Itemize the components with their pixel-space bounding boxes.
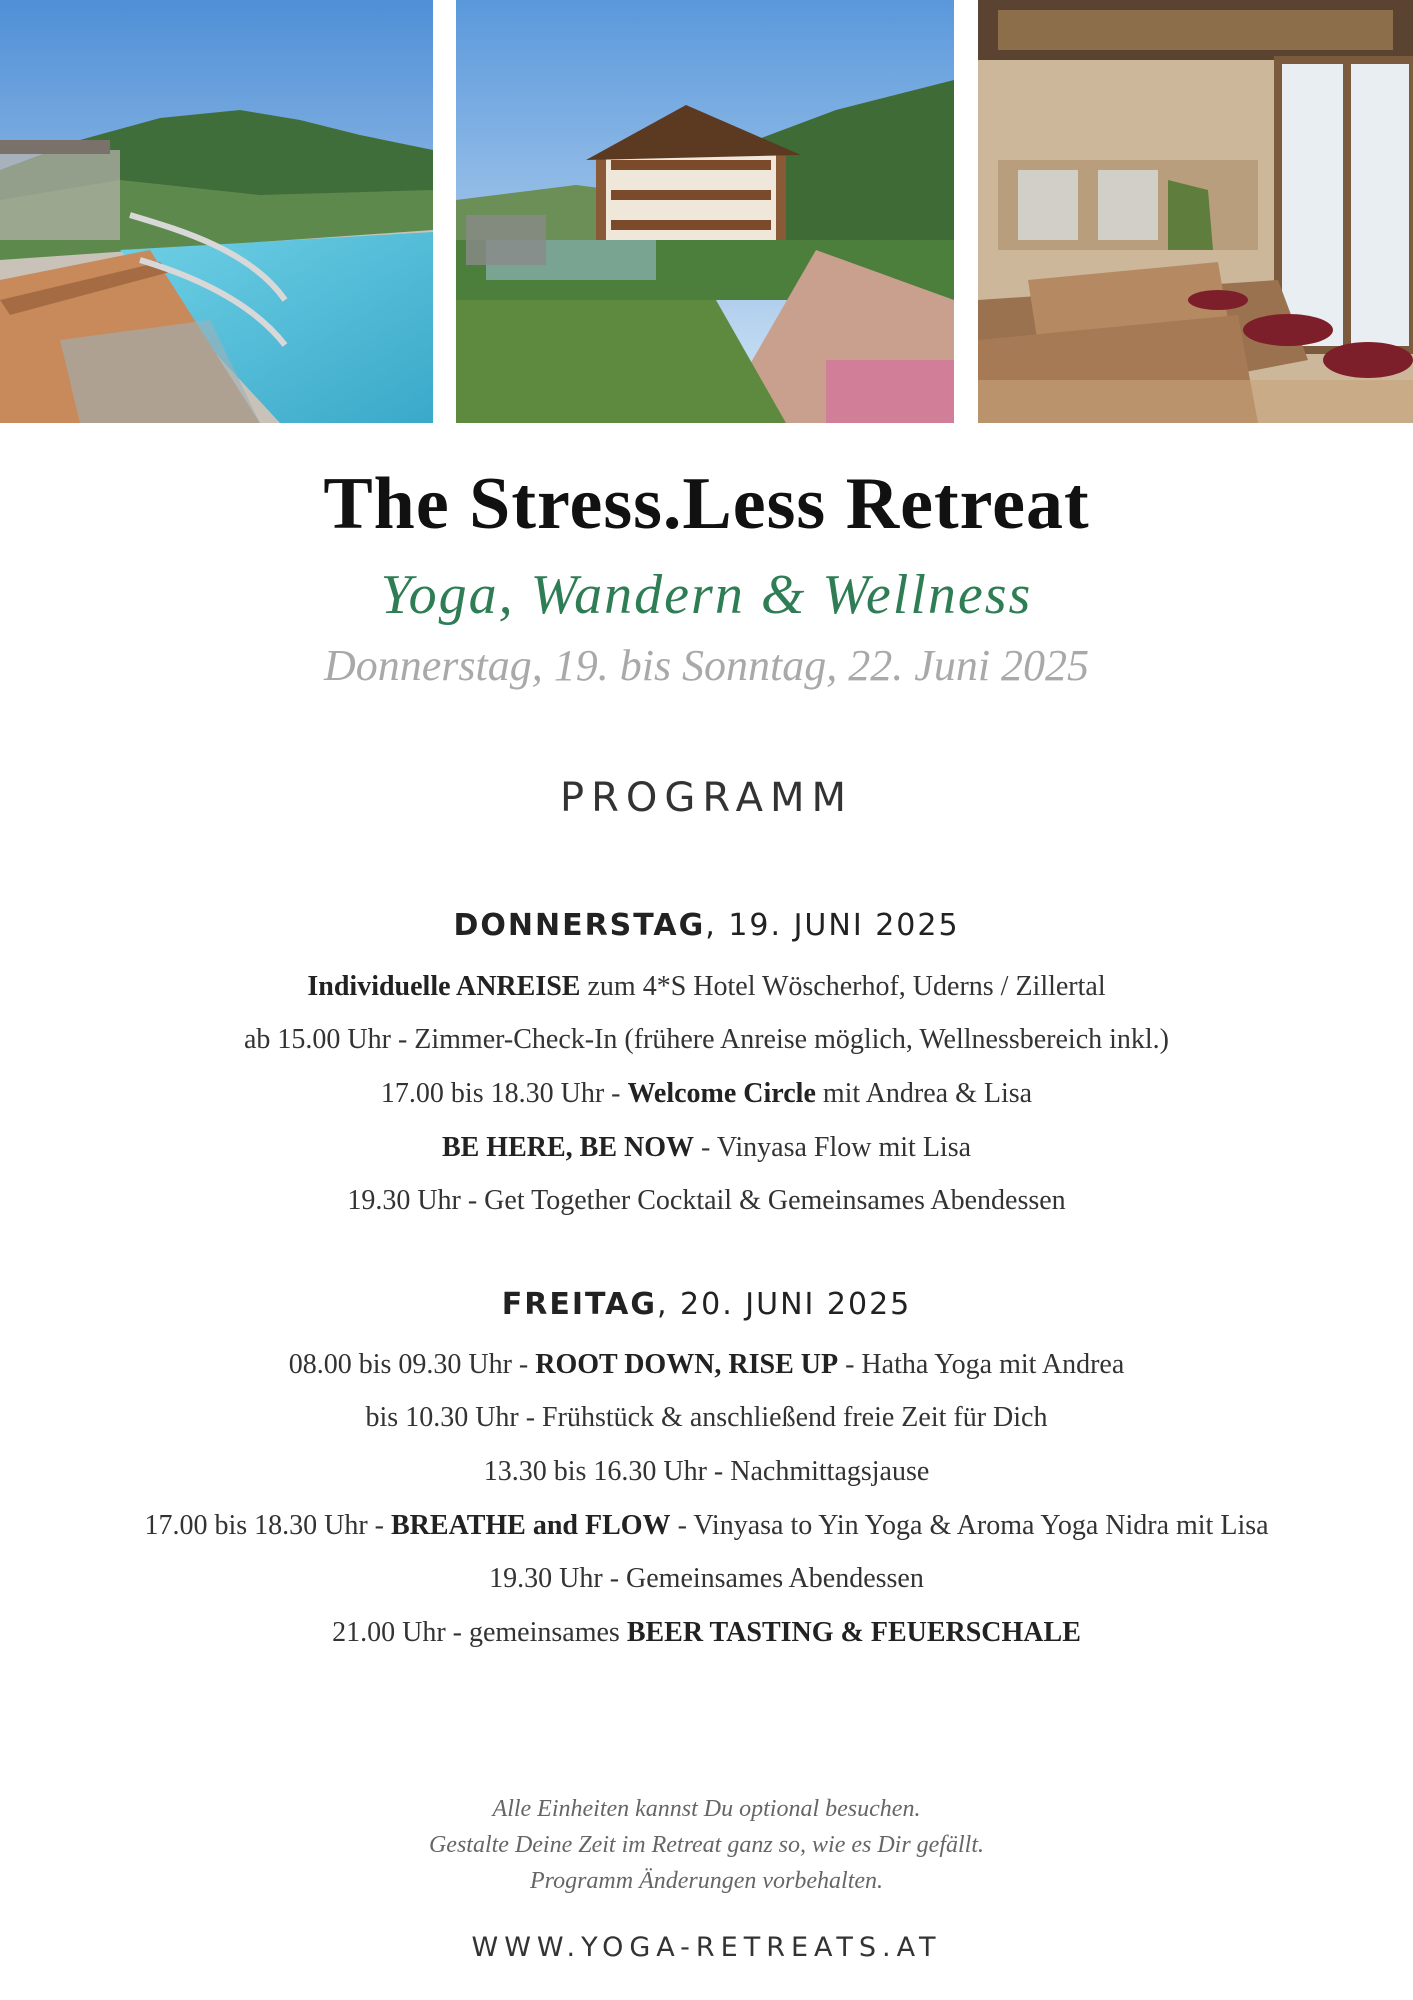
- line-text: 19.30 Uhr - Gemeinsames Abendessen: [489, 1563, 924, 1594]
- footer-note: Programm Änderungen vorbehalten.: [529, 1868, 884, 1894]
- line-text: 17.00 bis 18.30 Uhr -: [144, 1510, 391, 1541]
- retreat-dates: Donnerstag, 19. bis Sonntag, 22. Juni 2025: [323, 641, 1090, 690]
- website-link[interactable]: WWW.YOGA-RETREATS.AT: [471, 1932, 942, 1963]
- program-line: [0, 1185, 1413, 1217]
- line-highlight: BE HERE, BE NOW: [441, 1132, 695, 1163]
- line-text: mit Andrea & Lisa: [815, 1078, 1033, 1109]
- line-text: - Hatha Yoga mit Andrea: [838, 1349, 1125, 1380]
- program-line: [0, 1024, 1413, 1056]
- rooftop-pool-photo: [0, 0, 433, 423]
- relax-lounge-photo: [978, 0, 1413, 423]
- day-heading-friday: [0, 1287, 1413, 1322]
- line-text: zum 4*S Hotel Wöscherhof, Uderns / Zillertal: [580, 971, 1106, 1002]
- program-line: [0, 1402, 1413, 1434]
- program-line: [0, 1456, 1413, 1488]
- line-text: 13.30 bis 16.30 Uhr - Nachmittagsjause: [483, 1456, 930, 1487]
- footer-note: Alle Einheiten kannst Du optional besuchen.: [492, 1796, 921, 1822]
- day-name: FREITAG: [501, 1287, 657, 1322]
- line-text: 21.00 Uhr - gemeinsames: [332, 1617, 627, 1648]
- line-highlight: Welcome Circle: [627, 1078, 816, 1109]
- program-heading: PROGRAMM: [560, 775, 853, 821]
- program-line: [0, 1563, 1413, 1595]
- day-heading-thursday: [0, 908, 1413, 943]
- program-line: [0, 1078, 1413, 1110]
- line-highlight: ROOT DOWN, RISE UP: [535, 1349, 839, 1380]
- line-text: 17.00 bis 18.30 Uhr -: [380, 1078, 628, 1109]
- line-highlight: Individuelle ANREISE: [307, 971, 581, 1002]
- retreat-title: The Stress.Less Retreat: [323, 463, 1090, 545]
- photo-strip: [0, 0, 1413, 423]
- line-text: - Vinyasa Flow mit Lisa: [694, 1132, 972, 1163]
- program-line: [0, 971, 1413, 1003]
- line-highlight: BEER TASTING & FEUERSCHALE: [626, 1617, 1081, 1648]
- program-line: [0, 1510, 1413, 1542]
- program-line: [0, 1349, 1413, 1381]
- line-text: - Vinyasa to Yin Yoga & Aroma Yoga Nidra mit Lisa: [670, 1510, 1269, 1541]
- retreat-subtitle: Yoga, Wandern & Wellness: [380, 564, 1033, 626]
- program-line: [0, 1617, 1413, 1649]
- line-highlight: BREATHE and FLOW: [391, 1510, 671, 1541]
- hotel-exterior-photo: [456, 0, 954, 423]
- program-line: [0, 1132, 1413, 1164]
- day-date: , 19. JUNI 2025: [705, 908, 960, 943]
- day-date: , 20. JUNI 2025: [656, 1287, 912, 1322]
- footer-note: Gestalte Deine Zeit im Retreat ganz so, wie es Dir gefällt.: [428, 1832, 985, 1858]
- line-text: 19.30 Uhr - Get Together Cocktail & Gemeinsames Abendessen: [347, 1185, 1066, 1216]
- line-text: 08.00 bis 09.30 Uhr -: [288, 1349, 536, 1380]
- day-name: DONNERSTAG: [453, 908, 706, 943]
- line-text: ab 15.00 Uhr - Zimmer-Check-In (frühere Anreise möglich, Wellnessbereich inkl.): [243, 1024, 1170, 1055]
- line-text: bis 10.30 Uhr - Frühstück & anschließend freie Zeit für Dich: [365, 1402, 1048, 1433]
